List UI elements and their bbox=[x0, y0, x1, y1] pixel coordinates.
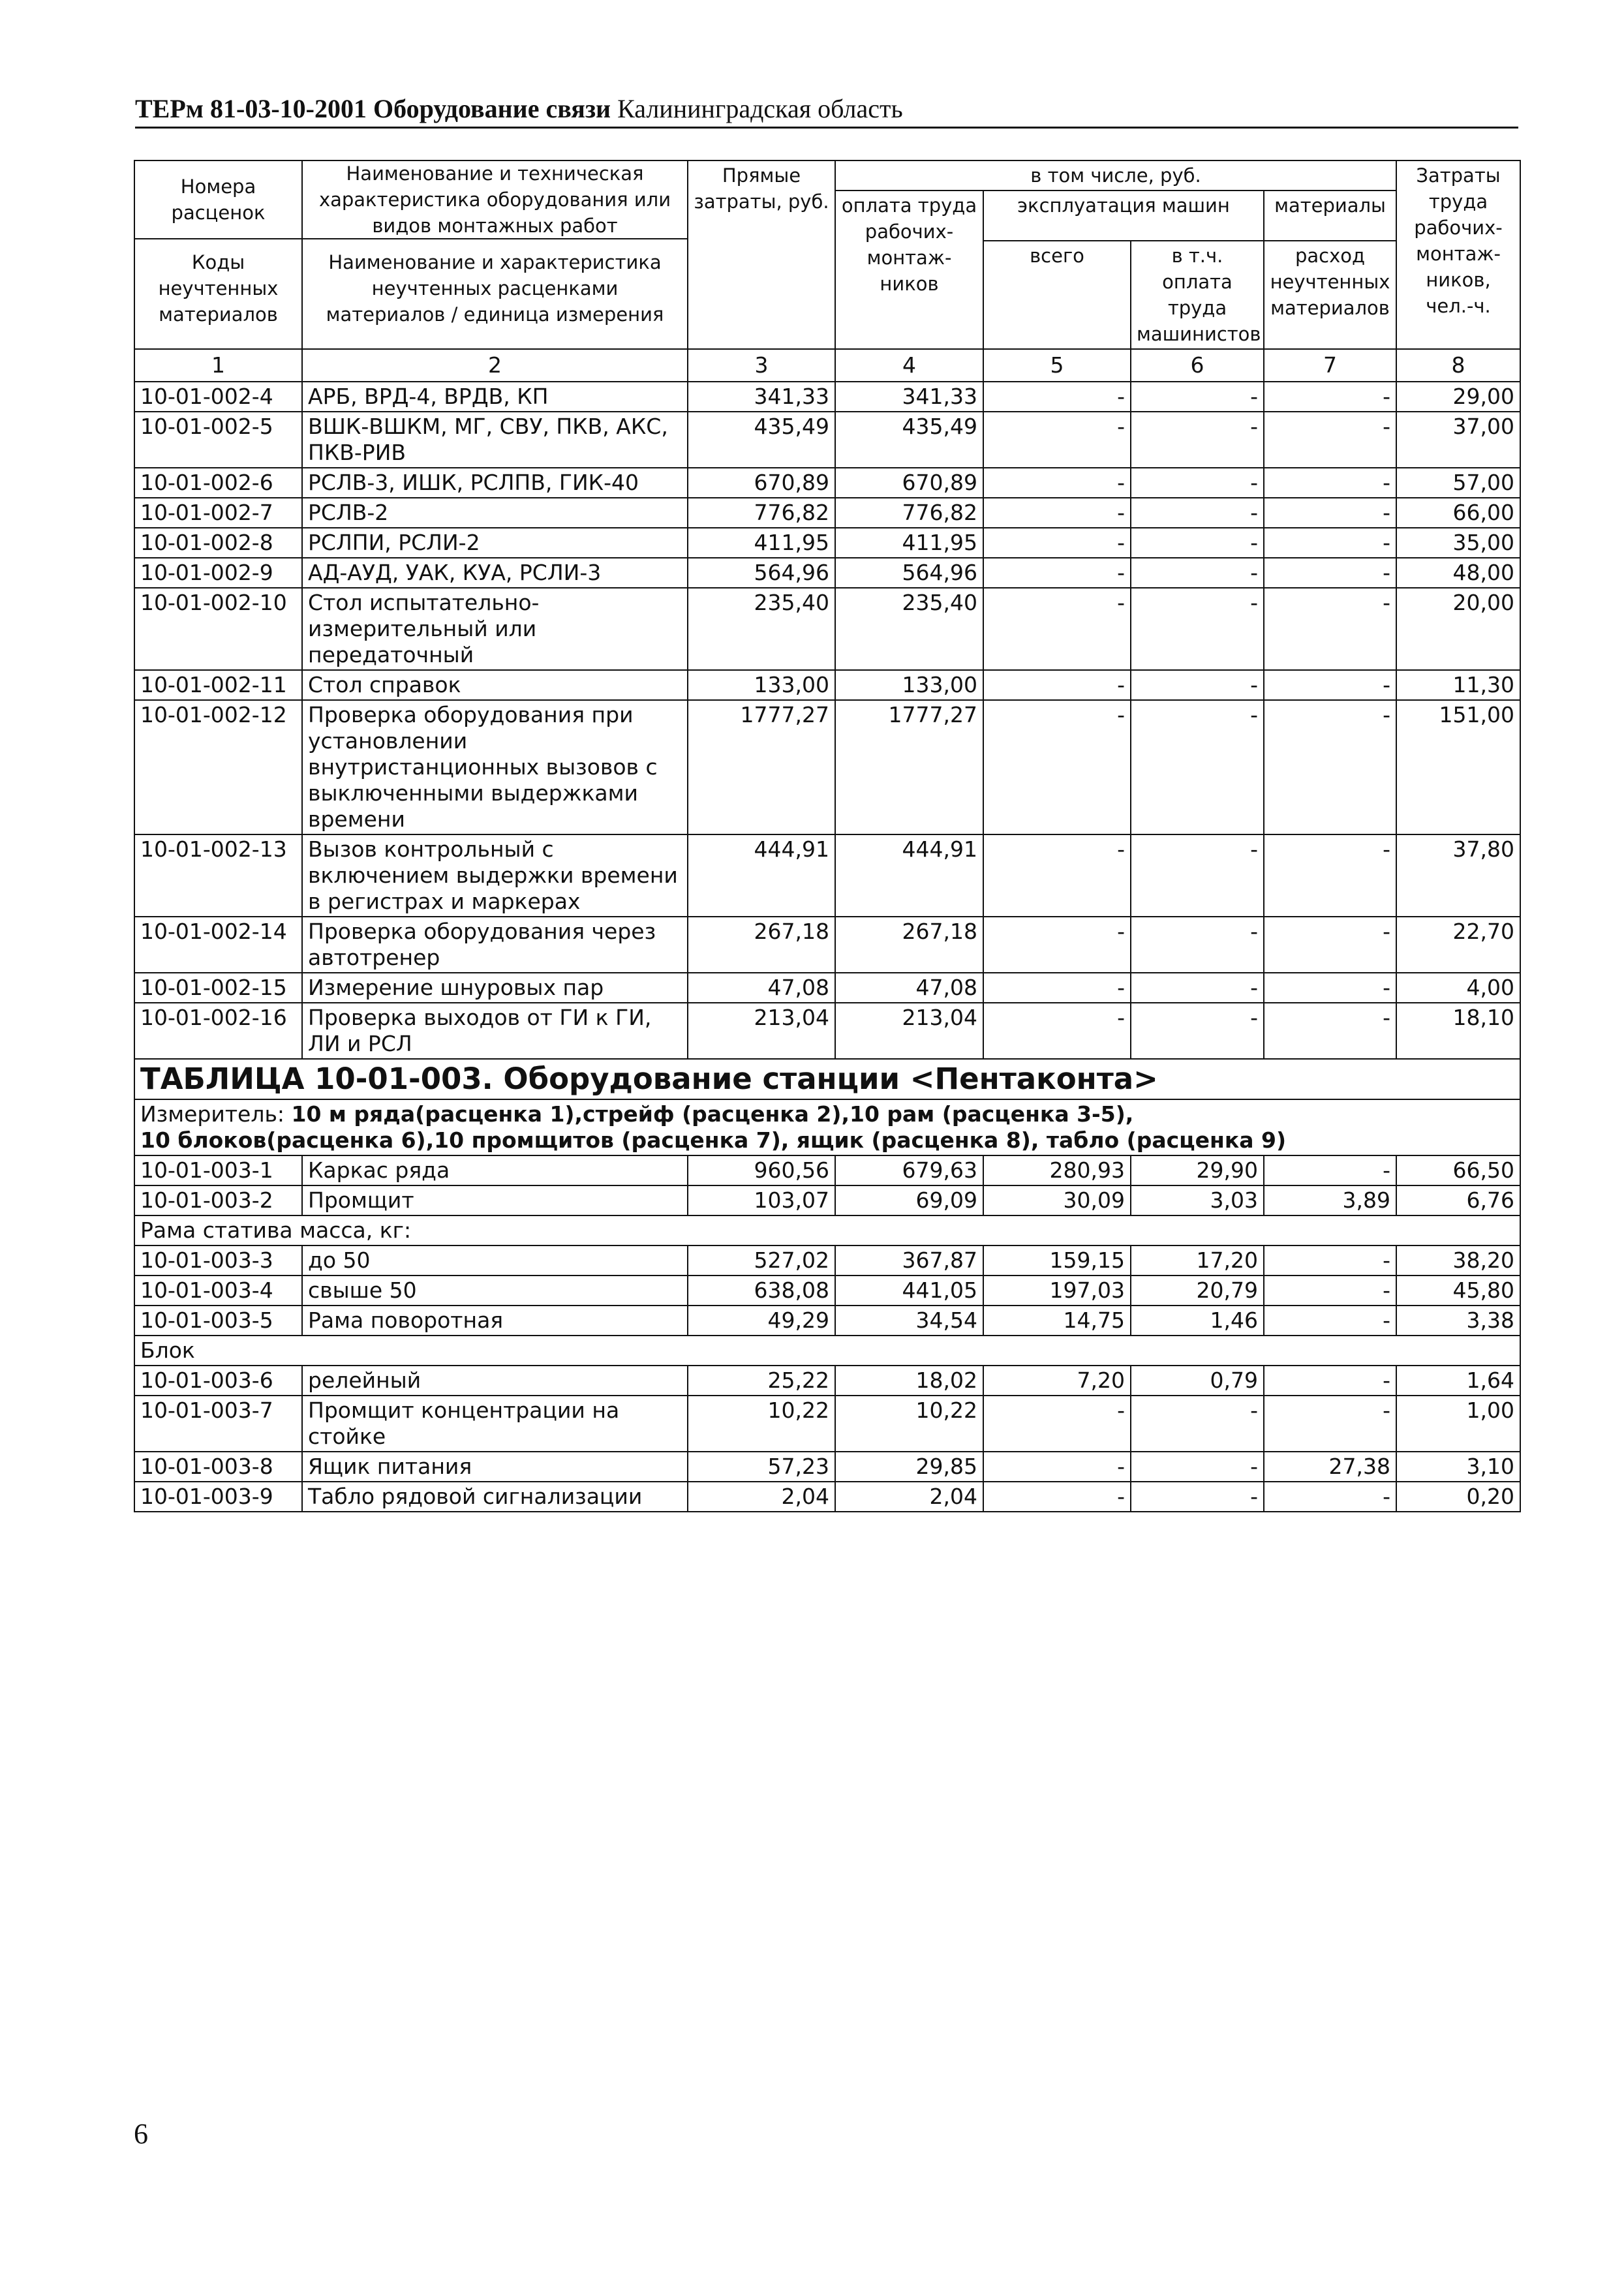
column-number: 7 bbox=[1264, 349, 1396, 382]
labor-cost-header: Затраты труда рабочих-монтаж-ников, чел.-ч. bbox=[1396, 160, 1520, 349]
group-heading-row bbox=[134, 1336, 1520, 1366]
labor-pay-cell: 444,91 bbox=[835, 834, 983, 917]
rate-name-cell: РСЛПИ, РСЛИ-2 bbox=[302, 528, 688, 558]
table-row bbox=[134, 412, 1520, 468]
labor-pay-cell: 2,04 bbox=[835, 1482, 983, 1512]
labor-cost-cell: 3,38 bbox=[1396, 1306, 1520, 1336]
labor-pay-cell: 267,18 bbox=[835, 917, 983, 973]
machinist-pay-cell: - bbox=[1131, 498, 1264, 528]
labor-pay-cell: 441,05 bbox=[835, 1276, 983, 1306]
material-consumption-cell: - bbox=[1264, 1276, 1396, 1306]
material-consumption-cell: - bbox=[1264, 917, 1396, 973]
material-consumption-cell: - bbox=[1264, 670, 1396, 700]
direct-cost-cell: 960,56 bbox=[688, 1155, 835, 1185]
table-row bbox=[134, 917, 1520, 973]
column-number: 2 bbox=[302, 349, 688, 382]
labor-pay-cell: 10,22 bbox=[835, 1396, 983, 1452]
labor-cost-cell: 37,80 bbox=[1396, 834, 1520, 917]
table-title-row bbox=[134, 1059, 1520, 1099]
labor-cost-cell: 6,76 bbox=[1396, 1185, 1520, 1215]
material-consumption-cell: - bbox=[1264, 412, 1396, 468]
rate-code-cell: 10-01-003-4 bbox=[134, 1276, 302, 1306]
machinist-pay-cell: - bbox=[1131, 588, 1264, 670]
labor-pay-cell: 670,89 bbox=[835, 468, 983, 498]
material-consumption-cell: - bbox=[1264, 1306, 1396, 1336]
rate-code-cell: 10-01-002-6 bbox=[134, 468, 302, 498]
rate-numbers-header: Номера расценок bbox=[135, 161, 301, 239]
materials-header: материалы bbox=[1264, 191, 1396, 241]
direct-cost-cell: 103,07 bbox=[688, 1185, 835, 1215]
machines-total-cell: - bbox=[983, 1452, 1131, 1482]
machines-total-cell: - bbox=[983, 834, 1131, 917]
machinist-pay-cell: - bbox=[1131, 1003, 1264, 1059]
labor-pay-cell: 435,49 bbox=[835, 412, 983, 468]
labor-cost-cell: 22,70 bbox=[1396, 917, 1520, 973]
table-row bbox=[134, 834, 1520, 917]
material-consumption-cell: - bbox=[1264, 498, 1396, 528]
machinist-pay-cell: - bbox=[1131, 917, 1264, 973]
labor-pay-cell: 679,63 bbox=[835, 1155, 983, 1185]
machinist-pay-header: в т.ч. оплата труда машинистов bbox=[1131, 241, 1264, 349]
labor-cost-cell: 29,00 bbox=[1396, 382, 1520, 412]
labor-pay-cell: 367,87 bbox=[835, 1245, 983, 1276]
direct-cost-cell: 776,82 bbox=[688, 498, 835, 528]
table-row bbox=[134, 558, 1520, 588]
direct-cost-cell: 49,29 bbox=[688, 1306, 835, 1336]
machinist-pay-cell: 29,90 bbox=[1131, 1155, 1264, 1185]
machines-total-cell: - bbox=[983, 1482, 1131, 1512]
direct-cost-cell: 267,18 bbox=[688, 917, 835, 973]
machines-total-cell: 280,93 bbox=[983, 1155, 1131, 1185]
machinist-pay-cell: - bbox=[1131, 670, 1264, 700]
material-consumption-cell: - bbox=[1264, 1482, 1396, 1512]
measure-label: Измеритель: bbox=[140, 1101, 285, 1127]
labor-cost-cell: 38,20 bbox=[1396, 1245, 1520, 1276]
material-consumption-cell: - bbox=[1264, 468, 1396, 498]
rate-name-cell: Вызов контрольный с включением выдержки времени в регистрах и маркерах bbox=[302, 834, 688, 917]
column-number: 5 bbox=[983, 349, 1131, 382]
rate-code-cell: 10-01-003-7 bbox=[134, 1396, 302, 1452]
rate-code-cell: 10-01-002-11 bbox=[134, 670, 302, 700]
rate-name-cell: ВШК-ВШКМ, МГ, СВУ, ПКВ, АКС, ПКВ-РИВ bbox=[302, 412, 688, 468]
material-consumption-cell: - bbox=[1264, 973, 1396, 1003]
direct-cost-cell: 57,23 bbox=[688, 1452, 835, 1482]
direct-cost-cell: 435,49 bbox=[688, 412, 835, 468]
direct-cost-cell: 341,33 bbox=[688, 382, 835, 412]
material-consumption-cell: - bbox=[1264, 700, 1396, 834]
machinist-pay-cell: - bbox=[1131, 1396, 1264, 1452]
machinist-pay-cell: 17,20 bbox=[1131, 1245, 1264, 1276]
table-row bbox=[134, 1366, 1520, 1396]
table-row bbox=[134, 1306, 1520, 1336]
table-row bbox=[134, 588, 1520, 670]
direct-cost-cell: 133,00 bbox=[688, 670, 835, 700]
labor-cost-cell: 57,00 bbox=[1396, 468, 1520, 498]
rate-code-cell: 10-01-002-8 bbox=[134, 528, 302, 558]
rate-name-cell: Промщит концентрации на стойке bbox=[302, 1396, 688, 1452]
measure-line-1: 10 м ряда(расценка 1),стрейф (расценка 2),10 рам (расценка 3-5), bbox=[291, 1101, 1134, 1127]
table-row bbox=[134, 468, 1520, 498]
labor-pay-cell: 69,09 bbox=[835, 1185, 983, 1215]
document-code: ТЕРм 81-03-10-2001 bbox=[135, 94, 367, 123]
machinist-pay-cell: - bbox=[1131, 973, 1264, 1003]
machinist-pay-cell: - bbox=[1131, 468, 1264, 498]
column-number: 4 bbox=[835, 349, 983, 382]
machinist-pay-cell: - bbox=[1131, 382, 1264, 412]
rate-name-cell: свыше 50 bbox=[302, 1276, 688, 1306]
machines-total-cell: 197,03 bbox=[983, 1276, 1131, 1306]
table-row bbox=[134, 1452, 1520, 1482]
header-row bbox=[134, 160, 1520, 191]
direct-cost-cell: 564,96 bbox=[688, 558, 835, 588]
labor-pay-cell: 133,00 bbox=[835, 670, 983, 700]
rate-name-cell: АД-АУД, УАК, КУА, РСЛИ-3 bbox=[302, 558, 688, 588]
direct-cost-cell: 411,95 bbox=[688, 528, 835, 558]
table-row bbox=[134, 1155, 1520, 1185]
rate-name-cell: Стол справок bbox=[302, 670, 688, 700]
document-region: Калининградская область bbox=[617, 94, 903, 123]
labor-pay-cell: 235,40 bbox=[835, 588, 983, 670]
labor-cost-cell: 66,00 bbox=[1396, 498, 1520, 528]
rate-name-cell: РСЛВ-2 bbox=[302, 498, 688, 528]
machines-total-cell: - bbox=[983, 670, 1131, 700]
labor-cost-cell: 1,64 bbox=[1396, 1366, 1520, 1396]
direct-cost-cell: 2,04 bbox=[688, 1482, 835, 1512]
rates-table bbox=[134, 160, 1521, 1512]
direct-cost-cell: 235,40 bbox=[688, 588, 835, 670]
direct-cost-cell: 638,08 bbox=[688, 1276, 835, 1306]
machines-total-cell: - bbox=[983, 528, 1131, 558]
labor-cost-cell: 35,00 bbox=[1396, 528, 1520, 558]
labor-pay-cell: 213,04 bbox=[835, 1003, 983, 1059]
material-consumption-cell: - bbox=[1264, 558, 1396, 588]
material-consumption-cell: - bbox=[1264, 1003, 1396, 1059]
machines-total-cell: - bbox=[983, 558, 1131, 588]
column-number: 6 bbox=[1131, 349, 1264, 382]
measure-cell bbox=[134, 1099, 1520, 1155]
codes-header-cell bbox=[134, 160, 302, 349]
machinist-pay-cell: 1,46 bbox=[1131, 1306, 1264, 1336]
machines-total-cell: - bbox=[983, 588, 1131, 670]
table-title: ТАБЛИЦА 10-01-003. Оборудование станции <Пентаконта> bbox=[140, 1062, 1158, 1096]
labor-cost-cell: 66,50 bbox=[1396, 1155, 1520, 1185]
work-name-header: Наименование и техническая характеристика оборудования или видов монтажных работ bbox=[303, 161, 687, 239]
labor-pay-cell: 18,02 bbox=[835, 1366, 983, 1396]
material-consumption-cell: - bbox=[1264, 1366, 1396, 1396]
machinist-pay-cell: 20,79 bbox=[1131, 1276, 1264, 1306]
labor-cost-cell: 0,20 bbox=[1396, 1482, 1520, 1512]
rate-code-cell: 10-01-002-14 bbox=[134, 917, 302, 973]
rate-code-cell: 10-01-002-10 bbox=[134, 588, 302, 670]
direct-cost-cell: 527,02 bbox=[688, 1245, 835, 1276]
labor-pay-cell: 29,85 bbox=[835, 1452, 983, 1482]
group-heading: Рама статива масса, кг: bbox=[134, 1215, 1520, 1245]
machines-total-cell: - bbox=[983, 700, 1131, 834]
direct-cost-cell: 25,22 bbox=[688, 1366, 835, 1396]
machines-total-cell: - bbox=[983, 412, 1131, 468]
machinist-pay-cell: - bbox=[1131, 1452, 1264, 1482]
labor-cost-cell: 37,00 bbox=[1396, 412, 1520, 468]
machines-total-cell: - bbox=[983, 1396, 1131, 1452]
table-row bbox=[134, 670, 1520, 700]
rate-code-cell: 10-01-002-12 bbox=[134, 700, 302, 834]
machines-total-cell: 14,75 bbox=[983, 1306, 1131, 1336]
table-row bbox=[134, 1245, 1520, 1276]
table-row bbox=[134, 973, 1520, 1003]
labor-pay-cell: 564,96 bbox=[835, 558, 983, 588]
machines-total-cell: - bbox=[983, 382, 1131, 412]
rate-name-cell: РСЛВ-3, ИШК, РСЛПВ, ГИК-40 bbox=[302, 468, 688, 498]
page-header bbox=[135, 91, 1518, 129]
table-row bbox=[134, 528, 1520, 558]
material-consumption-cell: 3,89 bbox=[1264, 1185, 1396, 1215]
machines-total-cell: - bbox=[983, 468, 1131, 498]
material-consumption-header: расход неучтенных материалов bbox=[1264, 241, 1396, 349]
material-consumption-cell: - bbox=[1264, 588, 1396, 670]
rate-code-cell: 10-01-002-13 bbox=[134, 834, 302, 917]
rate-name-cell: до 50 bbox=[302, 1245, 688, 1276]
machinist-pay-cell: - bbox=[1131, 558, 1264, 588]
labor-cost-cell: 3,10 bbox=[1396, 1452, 1520, 1482]
name-header-cell bbox=[302, 160, 688, 349]
machinist-pay-cell: 3,03 bbox=[1131, 1185, 1264, 1215]
rate-name-cell: Измерение шнуровых пар bbox=[302, 973, 688, 1003]
rate-code-cell: 10-01-003-6 bbox=[134, 1366, 302, 1396]
machines-header: эксплуатация машин bbox=[983, 191, 1264, 241]
table-title-cell bbox=[134, 1059, 1520, 1099]
labor-pay-cell: 1777,27 bbox=[835, 700, 983, 834]
rate-name-cell: Каркас ряда bbox=[302, 1155, 688, 1185]
machinist-pay-cell: - bbox=[1131, 1482, 1264, 1512]
column-number: 8 bbox=[1396, 349, 1520, 382]
rate-name-cell: Проверка оборудования через автотренер bbox=[302, 917, 688, 973]
material-consumption-cell: - bbox=[1264, 834, 1396, 917]
table-row bbox=[134, 1482, 1520, 1512]
machines-total-cell: 159,15 bbox=[983, 1245, 1131, 1276]
including-header: в том числе, руб. bbox=[835, 160, 1396, 191]
labor-pay-header: оплата труда рабочих-монтаж-ников bbox=[835, 191, 983, 349]
labor-cost-cell: 1,00 bbox=[1396, 1396, 1520, 1452]
table-row bbox=[134, 1185, 1520, 1215]
rate-name-cell: Промщит bbox=[302, 1185, 688, 1215]
direct-cost-cell: 47,08 bbox=[688, 973, 835, 1003]
page-number: 6 bbox=[134, 2118, 148, 2150]
material-codes-header: Коды неучтенных материалов bbox=[158, 251, 279, 326]
rate-code-cell: 10-01-003-1 bbox=[134, 1155, 302, 1185]
rate-name-cell: Стол испытательно-измерительный или передаточный bbox=[302, 588, 688, 670]
direct-cost-cell: 670,89 bbox=[688, 468, 835, 498]
direct-costs-header: Прямые затраты, руб. bbox=[688, 160, 835, 349]
material-consumption-cell: - bbox=[1264, 1155, 1396, 1185]
measure-row bbox=[134, 1099, 1520, 1155]
rate-code-cell: 10-01-003-5 bbox=[134, 1306, 302, 1336]
table-row bbox=[134, 382, 1520, 412]
machinist-pay-cell: - bbox=[1131, 700, 1264, 834]
column-numbers-row bbox=[134, 349, 1520, 382]
material-consumption-cell: - bbox=[1264, 1245, 1396, 1276]
column-number: 1 bbox=[134, 349, 302, 382]
direct-cost-cell: 10,22 bbox=[688, 1396, 835, 1452]
machines-total-cell: - bbox=[983, 917, 1131, 973]
column-number: 3 bbox=[688, 349, 835, 382]
labor-cost-cell: 45,80 bbox=[1396, 1276, 1520, 1306]
material-consumption-cell: - bbox=[1264, 528, 1396, 558]
direct-cost-cell: 1777,27 bbox=[688, 700, 835, 834]
rate-name-cell: релейный bbox=[302, 1366, 688, 1396]
table-row bbox=[134, 498, 1520, 528]
material-name-header: Наименование и характеристика неучтенных расценками материалов / единица измерения bbox=[326, 251, 664, 326]
rate-code-cell: 10-01-002-16 bbox=[134, 1003, 302, 1059]
labor-cost-cell: 11,30 bbox=[1396, 670, 1520, 700]
direct-cost-cell: 213,04 bbox=[688, 1003, 835, 1059]
group-heading-row bbox=[134, 1215, 1520, 1245]
rate-code-cell: 10-01-002-7 bbox=[134, 498, 302, 528]
rate-code-cell: 10-01-003-2 bbox=[134, 1185, 302, 1215]
rate-code-cell: 10-01-002-15 bbox=[134, 973, 302, 1003]
machines-total-cell: - bbox=[983, 973, 1131, 1003]
machines-total-cell: - bbox=[983, 1003, 1131, 1059]
labor-cost-cell: 4,00 bbox=[1396, 973, 1520, 1003]
machinist-pay-cell: - bbox=[1131, 412, 1264, 468]
table-row bbox=[134, 700, 1520, 834]
machinist-pay-cell: 0,79 bbox=[1131, 1366, 1264, 1396]
labor-pay-cell: 34,54 bbox=[835, 1306, 983, 1336]
machinist-pay-cell: - bbox=[1131, 834, 1264, 917]
rate-code-cell: 10-01-003-8 bbox=[134, 1452, 302, 1482]
material-consumption-cell: 27,38 bbox=[1264, 1452, 1396, 1482]
rate-name-cell: Проверка оборудования при установлении внутристанционных вызовов с выключенными выдержками времени bbox=[302, 700, 688, 834]
labor-cost-cell: 18,10 bbox=[1396, 1003, 1520, 1059]
rate-code-cell: 10-01-002-5 bbox=[134, 412, 302, 468]
table-row bbox=[134, 1396, 1520, 1452]
labor-cost-cell: 151,00 bbox=[1396, 700, 1520, 834]
machines-total-cell: 7,20 bbox=[983, 1366, 1131, 1396]
direct-cost-cell: 444,91 bbox=[688, 834, 835, 917]
machines-total-header: всего bbox=[983, 241, 1131, 349]
rate-name-cell: Ящик питания bbox=[302, 1452, 688, 1482]
labor-cost-cell: 48,00 bbox=[1396, 558, 1520, 588]
rate-code-cell: 10-01-003-9 bbox=[134, 1482, 302, 1512]
material-consumption-cell: - bbox=[1264, 1396, 1396, 1452]
labor-cost-cell: 20,00 bbox=[1396, 588, 1520, 670]
rate-name-cell: Рама поворотная bbox=[302, 1306, 688, 1336]
measure-line-2: 10 блоков(расценка 6),10 промщитов (расценка 7), ящик (расценка 8), табло (расценка 9) bbox=[140, 1127, 1287, 1153]
group-heading: Блок bbox=[134, 1336, 1520, 1366]
table-row bbox=[134, 1276, 1520, 1306]
rate-name-cell: Проверка выходов от ГИ к ГИ, ЛИ и РСЛ bbox=[302, 1003, 688, 1059]
rate-code-cell: 10-01-003-3 bbox=[134, 1245, 302, 1276]
machinist-pay-cell: - bbox=[1131, 528, 1264, 558]
material-consumption-cell: - bbox=[1264, 382, 1396, 412]
machines-total-cell: - bbox=[983, 498, 1131, 528]
rate-name-cell: Табло рядовой сигнализации bbox=[302, 1482, 688, 1512]
rate-code-cell: 10-01-002-9 bbox=[134, 558, 302, 588]
machines-total-cell: 30,09 bbox=[983, 1185, 1131, 1215]
labor-pay-cell: 47,08 bbox=[835, 973, 983, 1003]
rate-name-cell: АРБ, ВРД-4, ВРДВ, КП bbox=[302, 382, 688, 412]
document-section: Оборудование связи bbox=[373, 94, 611, 123]
labor-pay-cell: 411,95 bbox=[835, 528, 983, 558]
rate-code-cell: 10-01-002-4 bbox=[134, 382, 302, 412]
labor-pay-cell: 341,33 bbox=[835, 382, 983, 412]
labor-pay-cell: 776,82 bbox=[835, 498, 983, 528]
table-row bbox=[134, 1003, 1520, 1059]
